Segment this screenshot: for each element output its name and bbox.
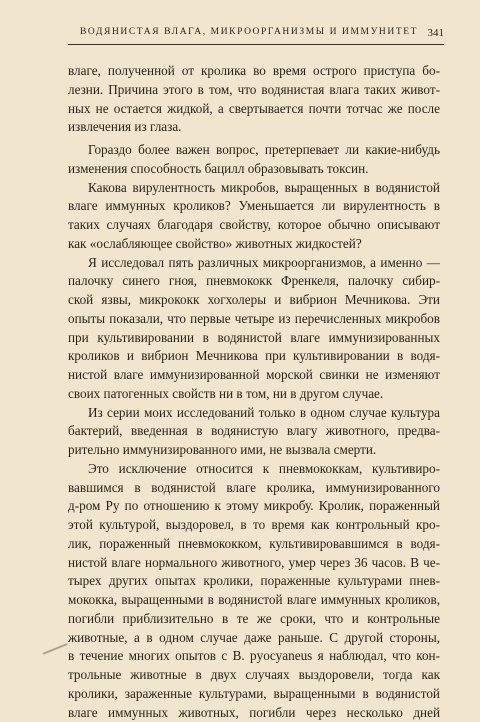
- text-line: в течение многих опытов с B. pyocyaneus я наблюдал, что кон-: [68, 647, 440, 666]
- body-text: [68, 62, 440, 722]
- header-rule: [68, 44, 444, 45]
- text-line: животные, а в одном случае даже раньше. С другой стороны,: [68, 629, 440, 648]
- text-line: ской язвы, микрококк хогхолеры и вибрион Мечникова. Эти: [68, 291, 440, 310]
- text-line: нистой влаге нормального животного, умер через 36 часов. В че-: [68, 554, 440, 573]
- text-line: Гораздо более важен вопрос, претерпевает ли какие-нибудь: [68, 141, 440, 160]
- text-line: трольные животные в двух случаях выздоровели, тогда как: [68, 666, 440, 685]
- running-header: [70, 27, 444, 41]
- text-line: бактерий, введенная в водянистую влагу животного, предва-: [68, 422, 440, 441]
- text-line: д-ром Ру по отношению к этому микробу. Кролик, пораженный: [68, 497, 440, 516]
- text-line: извлечения из глаза.: [68, 118, 440, 137]
- text-line: кролики, зараженные культурами, выращенными в водянистой: [68, 685, 440, 704]
- text-line: Это исключение относится к пневмококкам, культивиро-: [68, 460, 440, 479]
- text-line: лезни. Причина этого в том, что водянистая влага таких живот-: [68, 81, 440, 100]
- text-line: при культивировании в водянистой влаге иммунизированных: [68, 329, 440, 348]
- running-title: ВОДЯНИСТАЯ ВЛАГА, МИКРООРГАНИЗМЫ И ИММУНИТЕТ: [80, 27, 418, 37]
- text-line: изменения способность бацилл образовывать токсин.: [68, 160, 440, 179]
- text-line: нистой влаге иммунизированной морской свинки не изменяют: [68, 366, 440, 385]
- text-line: погибли приблизительно в те же сроки, что и контрольные: [68, 610, 440, 629]
- text-line: своих патогенных свойств ни в том, ни в другом случае.: [68, 385, 440, 404]
- text-line: Я исследовал пять различных микроорганизмов, а именно —: [68, 254, 440, 273]
- text-line: ных не остается жидкой, а свертывается почти тотчас же после: [68, 100, 440, 119]
- text-line: Из серии моих исследований только в одном случае культура: [68, 404, 440, 423]
- text-line: Какова вирулентность микробов, выращенных в водянистой: [68, 179, 440, 198]
- text-line: как «ослабляющее свойство» животных жидкостей?: [68, 235, 440, 254]
- text-line: влаге иммунных кроликов? Уменьшается ли вирулентность в: [68, 197, 440, 216]
- pencil-mark: [43, 643, 68, 655]
- text-line: палочку синего гноя, пневмококк Френкеля, палочку сибир-: [68, 272, 440, 291]
- text-line: лик, пораженный пневмококком, культивировавшимся в водя-: [68, 535, 440, 554]
- text-line: вавшимся в водянистой влаге кролика, иммунизированного: [68, 479, 440, 498]
- text-line: рительно иммунизированного ими, не вызвала смерти.: [68, 441, 440, 460]
- text-line: опыты показали, что первые четыре из перечисленных микробов: [68, 310, 440, 329]
- text-line: этой культурой, выздоровел, в то время как контрольный кро-: [68, 516, 440, 535]
- text-line: мококка, выращенными в водянистой влаге иммунных кроликов,: [68, 591, 440, 610]
- text-line: влаге, полученной от кролика во время острого приступа бо-: [68, 62, 440, 81]
- text-line: кроликов и вибрион Мечникова при культивировании в водя-: [68, 347, 440, 366]
- page-number: 341: [428, 27, 445, 39]
- text-line: влаге иммунных животных, погибли через несколько дней: [68, 704, 440, 722]
- text-line: таких случаях благодаря свойству, которое обычно описывают: [68, 216, 440, 235]
- text-line: тырех других опытах кролики, пораженные культурами пнев-: [68, 572, 440, 591]
